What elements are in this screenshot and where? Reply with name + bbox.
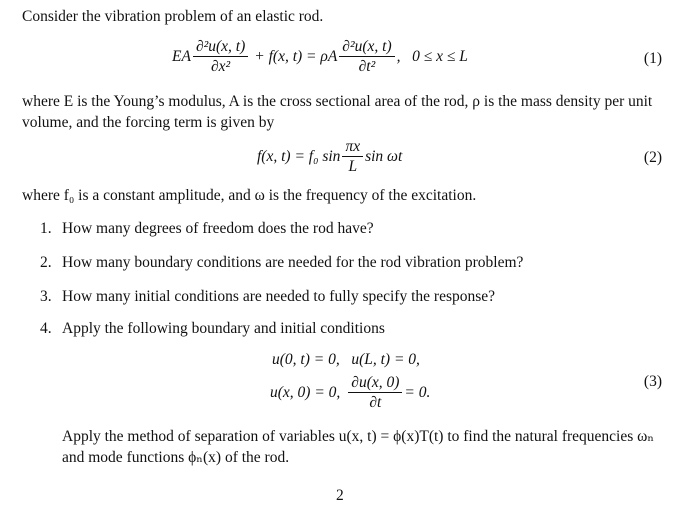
page-number: 2 [336,487,344,504]
eq3-numerator: ∂u(x, 0) [348,374,402,393]
eq2-lhs: f(x, t) = f₀ sin [257,147,341,165]
eq2-number: (2) [643,149,662,166]
question-3: 3. How many initial conditions are needed to fully specify the response? [40,288,496,305]
eq1-lhs-denominator: ∂x² [211,58,231,75]
eq1-lhs-fraction [193,38,248,75]
intro-text: Consider the vibration problem of an elastic rod. [22,8,324,25]
eq1-middle: + f(x, t) = ρA [254,47,338,65]
equation-2 [257,138,402,175]
eq3-denominator: ∂t [369,394,382,411]
eq3-initial-displacement: u(x, 0) = 0, [270,383,341,401]
eq2-rhs: sin ωt [365,147,403,165]
eq1-rhs-fraction [339,38,394,75]
eq2-numerator: πx [342,138,363,157]
eq2-denominator: L [348,158,358,175]
eq2-fraction [342,138,363,175]
eq3-fraction [348,374,402,411]
paragraph-1: where E is the Young’s modulus, A is the cross sectional area of the rod, ρ is the mass density per unit volume, and the forcing term is given by [22,93,653,131]
eq3-number: (3) [643,373,662,390]
question-1: 1. How many degrees of freedom does the rod have? [40,220,374,237]
eq1-domain: , 0 ≤ x ≤ L [396,47,468,65]
equation-1 [172,38,468,75]
equation-3-line-2 [270,374,430,411]
paragraph-2: where f₀ is a constant amplitude, and ω is the frequency of the excitation. [22,187,477,204]
eq1-lhs-numerator: ∂²u(x, t) [193,38,248,57]
eq1-rhs-denominator: ∂t² [358,58,376,75]
eq3-boundary-conditions: u(0, t) = 0, u(L, t) = 0, [272,351,420,368]
eq1-rhs-numerator: ∂²u(x, t) [339,38,394,57]
question-4: 4. Apply the following boundary and initial conditions [40,320,385,337]
eq1-number: (1) [643,50,662,67]
eq3-rhs: = 0. [404,383,431,401]
paragraph-3: Apply the method of separation of variables u(x, t) = ϕ(x)T(t) to find the natural frequencies ωₙ and mode functions ϕₙ(x) of the rod. [62,428,655,466]
equation-3-line-1 [272,351,420,369]
eq1-coefficient: EA [172,47,191,65]
question-2: 2. How many boundary conditions are needed for the rod vibration problem? [40,254,524,271]
